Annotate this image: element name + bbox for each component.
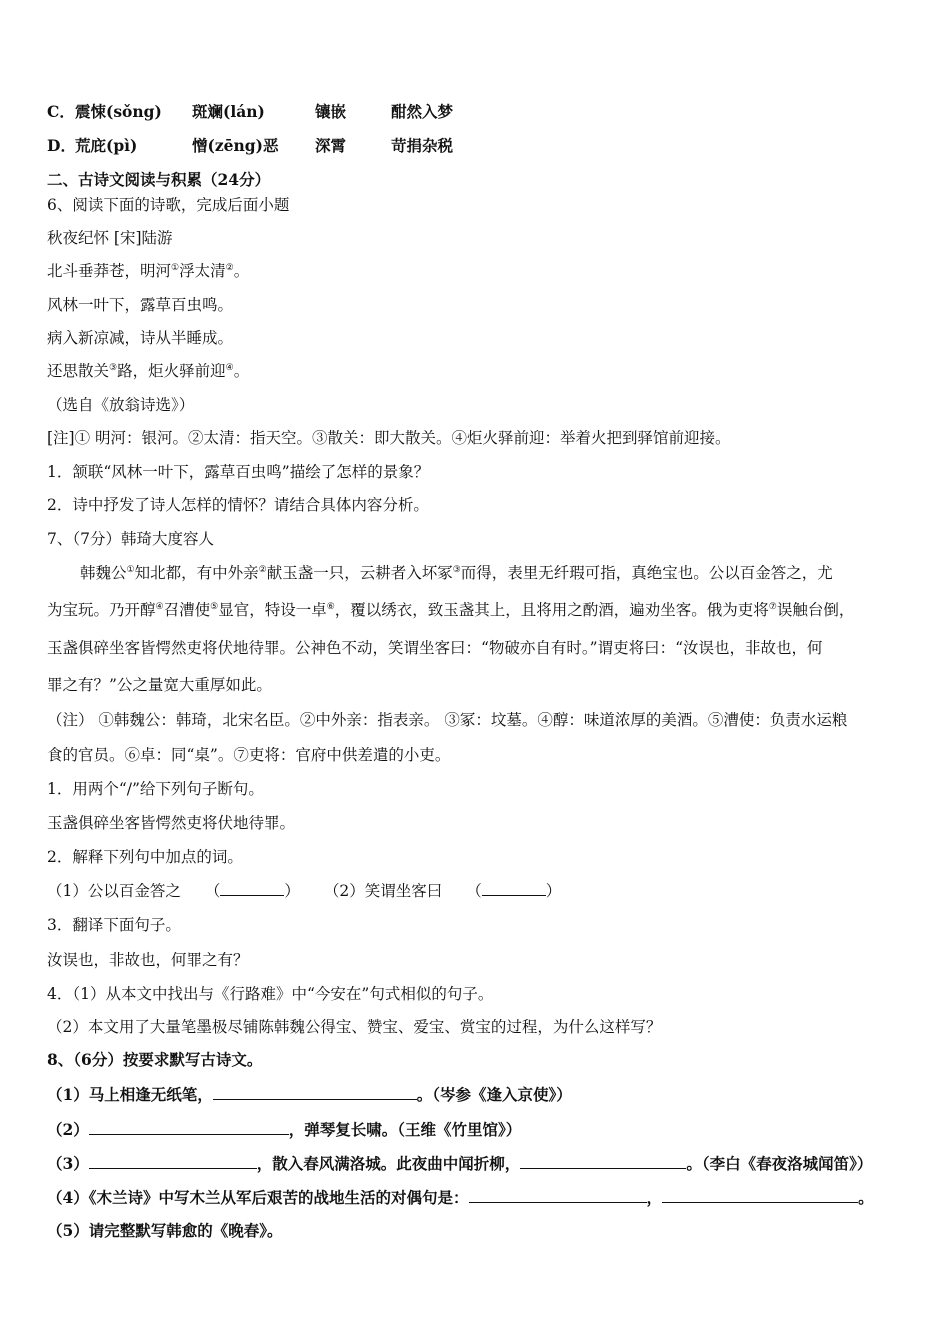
q8-stem: 8、（6分）按要求默写古诗文。: [47, 1050, 263, 1069]
q7-sub1-text: 玉盏俱碎坐客皆愕然吏将伏地待罪。: [47, 814, 296, 832]
answer-blank[interactable]: [520, 1152, 686, 1169]
poem-note: [注]① 明河：银河。②太清：指天空。③散关：即大散关。④炬火驿前迎：举着火把到驿馆前迎接。: [47, 429, 731, 447]
passage-text: ，覆以绣衣，致玉盏其上，且将用之酌酒，遍劝坐客。俄为吏将: [334, 601, 769, 619]
q7-sub1: 1．用两个“/”给下列句子断句。: [47, 780, 264, 798]
footnote-mark: ⑦: [768, 601, 777, 612]
poem-source: （选自《放翁诗选》）: [47, 396, 195, 414]
option-item: 镶嵌: [315, 102, 347, 121]
q6-sub2: 2．诗中抒发了诗人怎样的情怀？请结合具体内容分析。: [47, 496, 429, 514]
item-text: ，: [646, 1188, 663, 1207]
footnote-mark: ④: [155, 601, 164, 612]
option-item: 憎(zēng)恶: [192, 136, 279, 155]
item-text: 。（李白《春夜洛城闻笛》）: [686, 1154, 873, 1173]
q7-sub3: 3．翻译下面句子。: [47, 916, 181, 934]
option-item: 荒庇(pì): [75, 136, 138, 155]
footnote-mark: ①: [171, 262, 180, 273]
q7-passage-line: [80, 562, 833, 584]
item-text: 。（岑参《逢入京使》）: [416, 1085, 572, 1104]
poem-text: 。: [233, 262, 250, 280]
paren: ）: [545, 882, 562, 900]
option-item: 苛捐杂税: [391, 136, 454, 155]
q7-passage-line: 玉盏俱碎坐客皆愕然吏将伏地待罪。公神色不动，笑谓坐客曰：“物破亦自有时。”谓吏将曰：“汝误也，非故也，何: [47, 639, 823, 657]
sub-item-text: （1）公以百金答之: [47, 882, 181, 900]
poem-line: 风林一叶下，露草百虫鸣。: [47, 296, 234, 314]
q8-item-4: [47, 1186, 874, 1209]
footnote-mark: ⑤: [210, 601, 219, 612]
poem-text: 。: [233, 362, 250, 380]
q7-sub4b: （2）本文用了大量笔墨极尽铺陈韩魏公得宝、赞宝、爱宝、赏宝的过程，为什么这样写？: [47, 1018, 662, 1036]
passage-text: 知北都，有中外亲: [134, 564, 259, 582]
q7-sub3-text: 汝误也，非故也，何罪之有？: [47, 951, 249, 969]
footnote-mark: ②: [225, 262, 234, 273]
q7-sub4a: 4．（1）从本文中找出与《行路难》中“今安在”句式相似的句子。: [47, 985, 494, 1003]
q6-stem: 6、阅读下面的诗歌，完成后面小题: [47, 196, 290, 214]
option-item: 深霄: [315, 136, 347, 155]
answer-blank[interactable]: [213, 1083, 417, 1100]
q7-sub2-items: [47, 879, 561, 902]
option-letter: D．: [47, 136, 76, 155]
option-item: 酣然入梦: [391, 102, 454, 121]
passage-text: 显官，特设一卓: [218, 601, 327, 619]
q7-note: （注） ①韩魏公：韩琦，北宋名臣。②中外亲：指表亲。 ③冢：坟墓。④醇：味道浓厚的美酒。⑤漕使：负责水运粮: [47, 711, 848, 729]
paren: ）: [284, 882, 300, 900]
poem-line: [47, 360, 249, 382]
option-c: [47, 101, 453, 123]
item-text: （2）: [47, 1120, 89, 1139]
answer-blank[interactable]: [220, 879, 284, 896]
answer-blank[interactable]: [89, 1118, 289, 1135]
answer-blank[interactable]: [662, 1186, 858, 1203]
paren: （: [466, 882, 482, 900]
q6-sub1: 1．颔联“风林一叶下，露草百虫鸣”描绘了怎样的景象？: [47, 463, 430, 481]
footnote-mark: ③: [452, 564, 461, 575]
poem-title: 秋夜纪怀 [宋]陆游: [47, 229, 173, 247]
option-d: [47, 135, 453, 157]
footnote-mark: ②: [258, 564, 267, 575]
q8-item-5: （5）请完整默写韩愈的《晚春》。: [47, 1221, 283, 1240]
passage-text: 韩魏公: [80, 564, 127, 582]
q8-item-1: [47, 1083, 572, 1106]
q7-passage-line: [47, 599, 854, 621]
poem-line: 病入新凉减，诗从半睡成。: [47, 329, 234, 347]
item-text: 。: [858, 1188, 874, 1207]
footnote-mark: ⑥: [326, 601, 335, 612]
item-text: （1）马上相逢无纸笔，: [47, 1085, 213, 1104]
q7-note: 食的官员。⑥卓：同“桌”。⑦吏将：官府中供差遣的小吏。: [47, 746, 451, 764]
answer-blank[interactable]: [469, 1186, 647, 1203]
poem-text: 还思散关: [47, 362, 110, 380]
q7-stem: 7、（7分）韩琦大度容人: [47, 530, 214, 548]
poem-text: 北斗垂莽苍，明河: [47, 262, 172, 280]
q8-item-2: [47, 1118, 521, 1141]
q8-item-3: [47, 1152, 872, 1175]
answer-blank[interactable]: [89, 1152, 257, 1169]
poem-line: [47, 260, 249, 282]
paren: （: [204, 882, 221, 900]
q7-passage-line: 罪之有？”公之量宽大重厚如此。: [47, 676, 272, 694]
q7-sub2: 2．解释下列句中加点的词。: [47, 848, 243, 866]
passage-text: 献玉盏一只，云耕者入坏冢: [266, 564, 453, 582]
item-text: ，弹琴复长啸。（王维《竹里馆》）: [288, 1120, 522, 1139]
passage-text: 为宝玩。乃开醇: [47, 601, 156, 619]
footnote-mark: ④: [225, 362, 234, 373]
passage-text: 而得，表里无纤瑕可指，真绝宝也。公以百金答之，尤: [460, 564, 833, 582]
option-item: 斑斓(lán): [192, 102, 265, 121]
option-letter: C．: [47, 102, 75, 121]
passage-text: 召漕使: [163, 601, 211, 619]
footnote-mark: ①: [126, 564, 135, 575]
item-text: （4）《木兰诗》中写木兰从军后艰苦的战地生活的对偶句是：: [47, 1188, 469, 1207]
footnote-mark: ③: [109, 362, 118, 373]
section-2-title: 二、古诗文阅读与积累（24分）: [47, 170, 271, 189]
poem-text: 浮太清: [179, 262, 226, 280]
poem-text: 路，炬火驿前迎: [117, 362, 226, 380]
passage-text: 误触台倒，: [776, 601, 855, 619]
option-item: 震悚(sǒng): [75, 102, 162, 121]
answer-blank[interactable]: [482, 879, 546, 896]
sub-item-text: （2）笑谓坐客曰: [323, 882, 443, 900]
item-text: （3）: [47, 1154, 89, 1173]
item-text: ，散入春风满洛城。此夜曲中闻折柳，: [256, 1154, 521, 1173]
